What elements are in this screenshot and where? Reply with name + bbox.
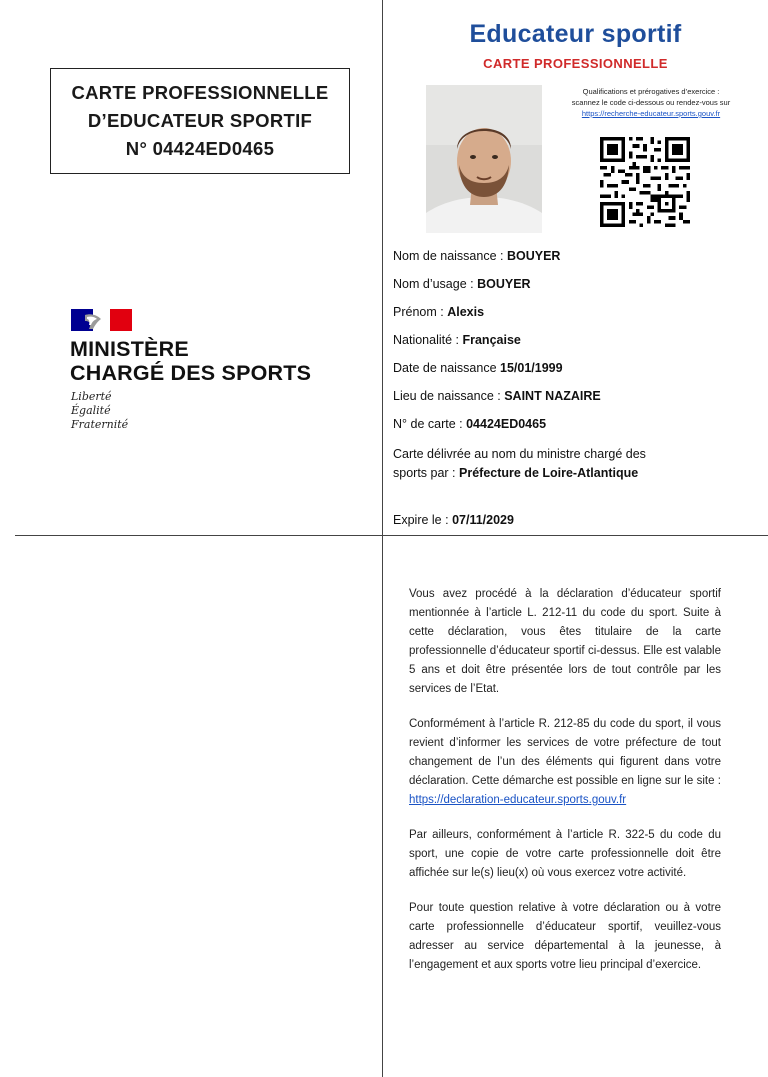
label-birth-date: Date de naissance [393, 361, 501, 375]
field-birth-date [393, 361, 563, 375]
field-usage-name [393, 277, 531, 291]
value-expiry: 07/11/2029 [452, 513, 514, 527]
label-birth-name: Nom de naissance : [393, 249, 507, 263]
label-issued-by: Carte délivrée au nom du ministre chargé des sports par : [393, 447, 646, 480]
card-title-number: N° 04424ED0465 [125, 138, 275, 159]
value-first-name: Alexis [447, 305, 485, 319]
field-birth-name [393, 249, 560, 263]
field-nationality [393, 333, 521, 347]
motto-egalite: Égalité [71, 404, 111, 417]
field-expiry [393, 513, 514, 527]
paragraph-contact: Pour toute question relative à votre déclaration ou à votre carte professionnelle d’éducateur sportif, veuillez-vous adresser au service départemental à la jeunesse, à l’engagement et aux sports votre lieu principal d’exercice. [409, 902, 721, 971]
card-header-title: Educateur sportif [469, 20, 682, 48]
motto-liberte: Liberté [71, 390, 112, 403]
motto-fraternite: Fraternité [71, 418, 129, 431]
value-usage-name: BOUYER [477, 277, 531, 291]
paragraph-changes-text: Conformément à l’article R. 212-85 du code du sport, il vous revient d’informer les services de votre préfecture de tout changement de l’un des éléments qui figurent dans votre déclaration. Cette démarche est possible en ligne sur le site : [409, 718, 721, 787]
paragraph-display: Par ailleurs, conformément à l’article R. 322-5 du code du sport, une copie de votre carte professionnelle doit être affichée sur le(s) lieu(x) où vous exercez votre activité. [409, 829, 721, 879]
recherche-educateur-link[interactable]: https://recherche-educateur.sports.gouv.fr [581, 109, 721, 118]
horizontal-fold-line [15, 535, 768, 536]
value-birth-date: 15/01/1999 [500, 361, 563, 375]
label-first-name: Prénom : [393, 305, 448, 319]
card-title-line1: CARTE PROFESSIONNELLE [71, 82, 329, 103]
holder-photo [426, 85, 542, 233]
value-birth-place: SAINT NAZAIRE [504, 389, 601, 403]
declaration-educateur-link[interactable]: https://declaration-educateur.sports.gouv.fr [409, 794, 627, 806]
qualifications-note [556, 86, 746, 119]
label-expiry: Expire le : [393, 513, 453, 527]
card-header-subtitle: CARTE PROFESSIONNELLE [483, 56, 668, 71]
value-card-number: 04424ED0465 [466, 417, 547, 431]
label-birth-place: Lieu de naissance : [393, 389, 505, 403]
card-title-line2: D’EDUCATEUR SPORTIF [87, 110, 313, 131]
explanatory-text [409, 585, 721, 991]
field-first-name [393, 305, 484, 319]
paragraph-declaration: Vous avez procédé à la déclaration d’éducateur sportif mentionnée à l’article L. 212-11 du code du sport. Suite à cette déclaration, vous êtes titulaire de la carte professionnelle d’éducateur sportif ci-dessus. Elle est valable 5 ans et doit être présentée lors de tout contrôle par les services de l’Etat. [409, 588, 721, 695]
ministry-line1: MINISTÈRE [70, 337, 189, 361]
paragraph-changes [409, 715, 721, 810]
portrait-image [426, 85, 542, 233]
label-nationality: Nationalité : [393, 333, 463, 347]
republic-motto [71, 390, 128, 432]
field-card-number [393, 417, 546, 431]
field-issued-by [393, 445, 658, 483]
marianne-flag-icon [71, 309, 132, 331]
card-title-box [50, 68, 350, 174]
ministry-line2: CHARGÉ DES SPORTS [70, 361, 312, 385]
vertical-fold-line [382, 0, 383, 1077]
label-usage-name: Nom d’usage : [393, 277, 478, 291]
label-card-number: N° de carte : [393, 417, 467, 431]
value-nationality: Française [462, 333, 521, 347]
qualifications-line1: Qualifications et prérogatives d’exercice : [582, 87, 720, 96]
field-birth-place [393, 389, 601, 403]
value-issued-by: Préfecture de Loire-Atlantique [459, 466, 639, 480]
value-birth-name: BOUYER [506, 249, 561, 263]
qualifications-line2: scannez le code ci-dessous ou rendez-vous sur [571, 98, 731, 107]
qr-code-icon[interactable] [600, 137, 690, 227]
ministry-name [70, 337, 311, 385]
